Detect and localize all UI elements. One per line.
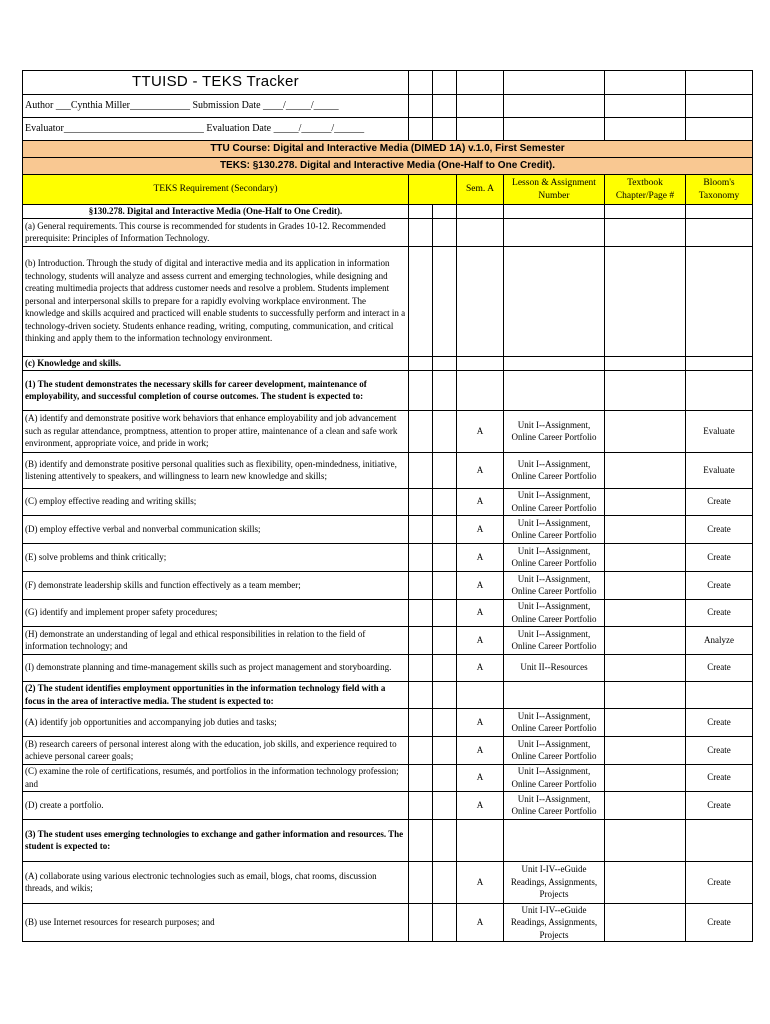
requirement-row xyxy=(23,488,753,515)
textbook-cell xyxy=(605,543,686,571)
textbook-cell xyxy=(605,903,686,942)
requirement-text: (A) identify job opportunities and accompanying job duties and tasks; xyxy=(23,708,409,736)
requirement-row xyxy=(23,736,753,764)
lesson-cell: Unit I--Assignment, Online Career Portfolio xyxy=(504,543,605,571)
knowledge-skills-heading: (c) Knowledge and skills. xyxy=(23,356,409,370)
teks-tracker-table xyxy=(22,70,753,942)
standard-heading: (2) The student identifies employment opportunities in the information technology field with a focus in the area of interactive media. The student is expected to: xyxy=(23,681,409,708)
lesson-cell: Unit I-IV--eGuide Readings, Assignments, Projects xyxy=(504,903,605,942)
lesson-cell: Unit I--Assignment, Online Career Portfolio xyxy=(504,410,605,452)
bloom-cell: Create xyxy=(686,488,753,515)
semester-cell: A xyxy=(457,654,504,681)
semester-cell: A xyxy=(457,515,504,543)
textbook-cell xyxy=(605,736,686,764)
standard-heading-row xyxy=(23,370,753,410)
introduction: (b) Introduction. Through the study of digital and interactive media and its application in information technology, students will analyze and assess current and emerging technologies, while designing and creating multimedia projects that address customer needs and resolve a problem. Students implement personal and interpersonal skills to prepare for a rapidly evolving workplace environment. The knowledge and skills acquired and practiced will enable students to successfully perform and interact in a technology-driven society. Students enhance reading, writing, computing, communication, and critical thinking and apply them to the information technology environment. xyxy=(23,246,409,356)
requirement-text: (G) identify and implement proper safety procedures; xyxy=(23,599,409,626)
textbook-cell xyxy=(605,571,686,599)
semester-cell: A xyxy=(457,599,504,626)
col-sem: Sem. A xyxy=(457,175,504,205)
requirement-text: (B) research careers of personal interest along with the education, job skills, and experience required to achieve personal career goals; xyxy=(23,736,409,764)
col-lesson: Lesson & Assignment Number xyxy=(504,175,605,205)
bloom-cell: Evaluate xyxy=(686,452,753,488)
lesson-cell: Unit II--Resources xyxy=(504,654,605,681)
requirement-text: (A) identify and demonstrate positive work behaviors that enhance employability and job advancement such as regular attendance, promptness, attention to proper attire, maintenance of a clean and safe work environment, appropriate voice, and pride in work; xyxy=(23,410,409,452)
course-title: TTU Course: Digital and Interactive Media (DIMED 1A) v.1.0, First Semester xyxy=(23,141,753,158)
requirement-text: (D) employ effective verbal and nonverbal communication skills; xyxy=(23,515,409,543)
requirement-text: (D) create a portfolio. xyxy=(23,791,409,819)
standard-heading-row xyxy=(23,819,753,861)
requirement-text: (B) use Internet resources for research purposes; and xyxy=(23,903,409,942)
bloom-cell: Create xyxy=(686,708,753,736)
bloom-cell: Create xyxy=(686,571,753,599)
general-requirements: (a) General requirements. This course is recommended for students in Grades 10-12. Recommended prerequisite: Principles of Information Technology. xyxy=(23,218,409,246)
requirement-text: (B) identify and demonstrate positive personal qualities such as flexibility, open-mindedness, initiative, listening attentively to speakers, and willingness to learn new knowledge and skills; xyxy=(23,452,409,488)
semester-cell: A xyxy=(457,488,504,515)
textbook-cell xyxy=(605,488,686,515)
author-line: Author ___Cynthia Miller____________ Submission Date ____/_____/_____ xyxy=(23,95,409,118)
bloom-cell: Create xyxy=(686,764,753,791)
requirement-row xyxy=(23,571,753,599)
bloom-cell: Create xyxy=(686,654,753,681)
textbook-cell xyxy=(605,791,686,819)
requirement-text: (I) demonstrate planning and time-management skills such as project management and storyboarding. xyxy=(23,654,409,681)
textbook-cell xyxy=(605,452,686,488)
lesson-cell: Unit I--Assignment, Online Career Portfolio xyxy=(504,452,605,488)
requirement-row xyxy=(23,708,753,736)
requirement-row xyxy=(23,543,753,571)
textbook-cell xyxy=(605,764,686,791)
evaluator-line: Evaluator____________________________ Evaluation Date _____/______/______ xyxy=(23,118,409,141)
lesson-cell: Unit I--Assignment, Online Career Portfolio xyxy=(504,626,605,654)
standard-heading-row xyxy=(23,681,753,708)
col-bloom: Bloom's Taxonomy xyxy=(686,175,753,205)
requirement-text: (H) demonstrate an understanding of legal and ethical responsibilities in relation to the field of information technology; and xyxy=(23,626,409,654)
requirement-row xyxy=(23,626,753,654)
requirement-row xyxy=(23,515,753,543)
bloom-cell: Create xyxy=(686,736,753,764)
textbook-cell xyxy=(605,626,686,654)
bloom-cell: Create xyxy=(686,599,753,626)
requirement-text: (C) examine the role of certifications, resumés, and portfolios in the information technology profession; and xyxy=(23,764,409,791)
lesson-cell: Unit I--Assignment, Online Career Portfolio xyxy=(504,515,605,543)
semester-cell: A xyxy=(457,764,504,791)
semester-cell: A xyxy=(457,452,504,488)
textbook-cell xyxy=(605,861,686,903)
col-textbook: Textbook Chapter/Page # xyxy=(605,175,686,205)
semester-cell: A xyxy=(457,708,504,736)
standard-heading: (3) The student uses emerging technologies to exchange and gather information and resources. The student is expected to: xyxy=(23,819,409,861)
bloom-cell: Create xyxy=(686,543,753,571)
lesson-cell: Unit I--Assignment, Online Career Portfolio xyxy=(504,708,605,736)
requirement-text: (C) employ effective reading and writing skills; xyxy=(23,488,409,515)
textbook-cell xyxy=(605,599,686,626)
requirement-row xyxy=(23,410,753,452)
semester-cell: A xyxy=(457,410,504,452)
lesson-cell: Unit I--Assignment, Online Career Portfolio xyxy=(504,764,605,791)
requirement-text: (F) demonstrate leadership skills and function effectively as a team member; xyxy=(23,571,409,599)
requirement-row xyxy=(23,764,753,791)
lesson-cell: Unit I--Assignment, Online Career Portfolio xyxy=(504,736,605,764)
requirement-row xyxy=(23,599,753,626)
requirement-row xyxy=(23,452,753,488)
bloom-cell: Create xyxy=(686,861,753,903)
lesson-cell: Unit I--Assignment, Online Career Portfolio xyxy=(504,571,605,599)
column-header-row xyxy=(23,175,753,205)
textbook-cell xyxy=(605,410,686,452)
requirement-text: (A) collaborate using various electronic technologies such as email, blogs, chat rooms, discussion threads, and wikis; xyxy=(23,861,409,903)
requirement-row xyxy=(23,861,753,903)
section-title: §130.278. Digital and Interactive Media (One-Half to One Credit). xyxy=(23,205,409,219)
requirement-row xyxy=(23,791,753,819)
col-requirement: TEKS Requirement (Secondary) xyxy=(23,175,409,205)
teks-title: TEKS: §130.278. Digital and Interactive Media (One-Half to One Credit). xyxy=(23,158,753,175)
bloom-cell: Evaluate xyxy=(686,410,753,452)
semester-cell: A xyxy=(457,861,504,903)
semester-cell: A xyxy=(457,543,504,571)
lesson-cell: Unit I--Assignment, Online Career Portfolio xyxy=(504,488,605,515)
bloom-cell: Create xyxy=(686,515,753,543)
lesson-cell: Unit I--Assignment, Online Career Portfolio xyxy=(504,791,605,819)
semester-cell: A xyxy=(457,736,504,764)
semester-cell: A xyxy=(457,903,504,942)
bloom-cell: Create xyxy=(686,791,753,819)
standard-heading: (1) The student demonstrates the necessary skills for career development, maintenance of employability, and successful completion of course outcomes. The student is expected to: xyxy=(23,370,409,410)
lesson-cell: Unit I--Assignment, Online Career Portfolio xyxy=(504,599,605,626)
semester-cell: A xyxy=(457,571,504,599)
requirement-row xyxy=(23,654,753,681)
semester-cell: A xyxy=(457,791,504,819)
lesson-cell: Unit I-IV--eGuide Readings, Assignments, Projects xyxy=(504,861,605,903)
textbook-cell xyxy=(605,515,686,543)
requirement-text: (E) solve problems and think critically; xyxy=(23,543,409,571)
textbook-cell xyxy=(605,654,686,681)
semester-cell: A xyxy=(457,626,504,654)
requirement-row xyxy=(23,903,753,942)
textbook-cell xyxy=(605,708,686,736)
bloom-cell: Create xyxy=(686,903,753,942)
page-title: TTUISD - TEKS Tracker xyxy=(23,71,409,95)
bloom-cell: Analyze xyxy=(686,626,753,654)
